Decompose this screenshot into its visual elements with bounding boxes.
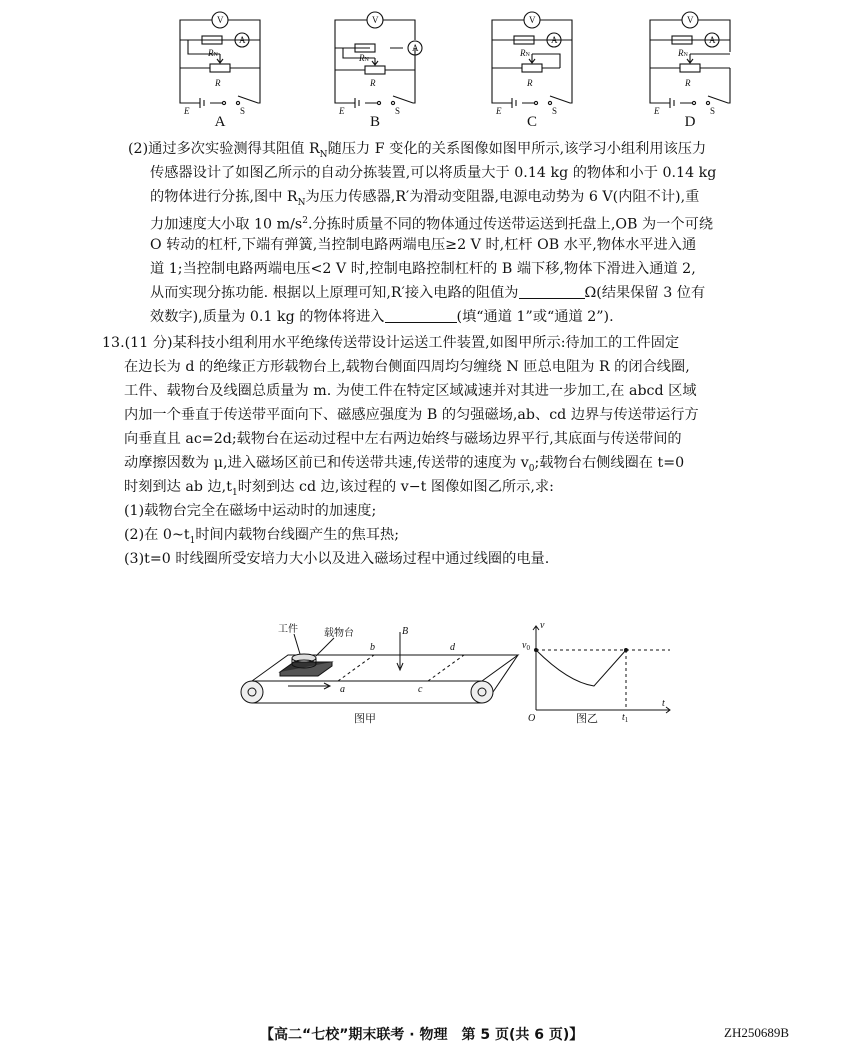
boundary-cd <box>428 655 464 681</box>
circuit-diagram-a <box>160 8 280 118</box>
svg-text:RN: RN <box>208 48 218 58</box>
q12-part2-line-5: O 转动的杠杆,下端有弹簧,当控制电路两端电压≥2 V 时,杠杆 OB 水平,物体水平进入通 <box>150 237 697 253</box>
circuit-option-b <box>315 8 435 138</box>
svg-text:d: d <box>450 642 455 653</box>
circuit-diagram-d <box>630 8 750 118</box>
boundary-ab <box>338 655 374 681</box>
option-label-d: D <box>684 114 696 130</box>
svg-text:S: S <box>710 106 716 116</box>
q13-line-2: 在边长为 d 的绝缘正方形载物台上,载物台侧面四周均匀缠绕 N 匝总电阻为 R 的闭合线圈, <box>124 359 690 375</box>
svg-text:S: S <box>395 106 401 116</box>
v-axis <box>533 626 539 710</box>
circuit-option-c <box>472 8 592 138</box>
q12-part2-line-7: 从而实现分拣功能. 根据以上原理可知,R′接入电路的阻值为 Ω(结果保留 3 位有 <box>150 285 706 301</box>
voltmeter-label-a: V <box>217 15 224 25</box>
q12-part2-line-2: 传感器设计了如图乙所示的自动分拣装置,可以将质量大于 0.14 kg 的物体和小于 0.14 kg <box>150 165 717 181</box>
figure-jia-caption: 图甲 <box>354 712 376 725</box>
v-t-curve <box>536 650 626 686</box>
conveyor-and-graph <box>238 620 678 728</box>
field-arrow <box>397 632 403 670</box>
figure-yi-caption: 图乙 <box>576 712 598 725</box>
q12-part2-line-6: 道 1;当控制电路两端电压<2 V 时,控制电路控制杠杆的 B 端下移,物体下滑进入通道 2, <box>150 261 696 277</box>
svg-text:a: a <box>340 684 345 695</box>
circuit-diagram-c <box>472 8 592 118</box>
q13-subquestion-1: (1)载物台完全在磁场中运动时的加速度; <box>124 503 377 519</box>
svg-text:A: A <box>412 43 419 53</box>
svg-text:R: R <box>527 78 533 88</box>
svg-text:t1: $t_1$ <box>622 712 629 724</box>
svg-text:S: S <box>240 106 246 116</box>
svg-text:A: A <box>709 35 716 45</box>
svg-text:R: R <box>370 78 376 88</box>
svg-text:c: c <box>418 684 423 695</box>
t-axis <box>536 707 670 713</box>
q12-part2-line-1: (2)通过多次实验测得其阻值 $R_N$随压力 F 变化的关系图像如图甲所示,该学习小组利用该压力 <box>128 141 707 160</box>
circuit-diagram-b <box>315 8 435 118</box>
q13-subquestion-2: (2)在 $0\sim t_1$时间内载物台线圈产生的焦耳热; <box>124 527 400 546</box>
q13-line-1: 13.(11 分)某科技小组利用水平绝缘传送带设计运送工件装置,如图甲所示:待加工的工件固定 <box>102 335 680 351</box>
svg-text:S: S <box>552 106 558 116</box>
workpiece-label: 工件 <box>278 624 298 635</box>
q13-line-6: 动摩擦因数为 μ,进入磁场区前已和传送带共速,传送带的速度为 $v_0$;载物台右侧线圈在 t=0 <box>124 455 685 474</box>
right-roller <box>471 681 493 703</box>
svg-text:E: E <box>339 106 345 116</box>
circuit-option-d <box>630 8 750 138</box>
svg-text:v0: $v_0$ <box>522 640 530 652</box>
svg-text:RN: RN <box>359 53 369 63</box>
svg-text:v: v <box>540 620 545 631</box>
circuit-options <box>160 8 750 138</box>
carrier-label: 载物台 <box>324 628 354 639</box>
svg-text:V: V <box>687 15 694 25</box>
q13-line-4: 内加一个垂直于传送带平面向下、磁感应强度为 B 的匀强磁场,ab、cd 边界与传送带运行方 <box>124 407 699 423</box>
option-label-b: B <box>369 114 380 130</box>
paper-code: ZH250689B <box>724 1025 789 1040</box>
q12-part2-line-4: 力加速度大小取 10 $m/s^2$.分拣时质量不同的物体通过传送带运送到托盘上,OB 为一个可绕 <box>150 216 714 233</box>
svg-text:b: b <box>370 642 375 653</box>
svg-text:A: A <box>239 35 246 45</box>
page-footer: 【高二“七校”期末联考 · 物理 第 5 页(共 6 页)】 <box>260 1027 584 1043</box>
q12-part2-line-8: 效数字),质量为 0.1 kg 的物体将进入 (填“通道 1”或“通道 2”). <box>150 309 614 325</box>
svg-text:R: R <box>685 78 691 88</box>
svg-text:V: V <box>372 15 379 25</box>
svg-text:V: V <box>529 15 536 25</box>
option-label-a: A <box>214 114 226 130</box>
figures-row <box>238 620 678 728</box>
svg-text:A: A <box>551 35 558 45</box>
q13-line-5: 向垂直且 ac=2d;载物台在运动过程中左右两边始终与磁场边界平行,其底面与传送带间的 <box>124 431 682 447</box>
svg-text:O: O <box>528 713 536 724</box>
field-label: B <box>402 626 409 637</box>
svg-text:t: t <box>662 698 665 709</box>
q12-part2-line-3: 的物体进行分拣,图中 $R_N$为压力传感器,R′为滑动变阻器,电源电动势为 6 V(内阻不计),重 <box>150 189 700 208</box>
q13-line-3: 工件、载物台及线圈总质量为 m. 为使工件在特定区域减速并对其进一步加工,在 abcd 区域 <box>124 383 697 399</box>
svg-text:RN: RN <box>678 48 688 58</box>
svg-text:E: E <box>184 106 190 116</box>
option-label-c: C <box>526 114 537 130</box>
svg-text:E: E <box>654 106 660 116</box>
q13-subquestion-3: (3)t=0 时线圈所受安培力大小以及进入磁场过程中通过线圈的电量. <box>124 551 550 567</box>
svg-text:E: E <box>496 106 502 116</box>
answer-blank-resistance[interactable] <box>519 284 585 299</box>
svg-text:RN: RN <box>520 48 530 58</box>
svg-text:R: R <box>215 78 221 88</box>
q13-line-7: 时刻到达 ab 边$,t_1$时刻到达 cd 边,该过程的 v−t 图像如图乙所示,求: <box>124 479 554 498</box>
left-roller <box>241 681 263 703</box>
circuit-option-a <box>160 8 280 138</box>
answer-blank-channel[interactable] <box>385 308 457 323</box>
